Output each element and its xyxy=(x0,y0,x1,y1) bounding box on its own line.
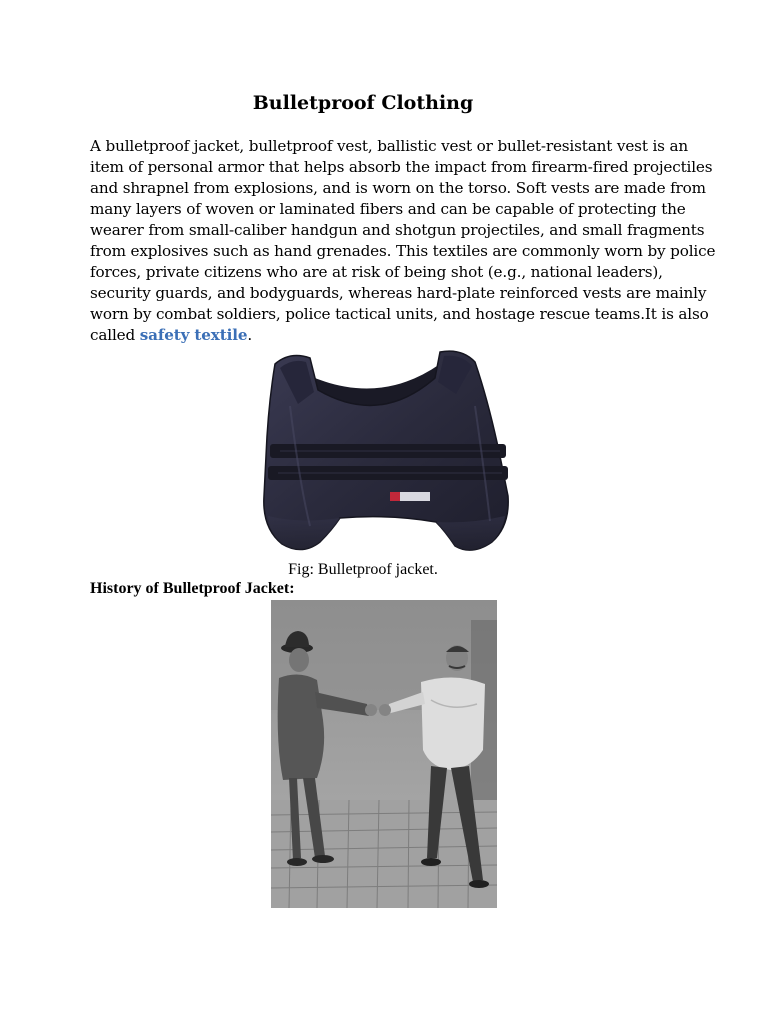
last-line-suffix: . xyxy=(247,326,253,344)
paragraph-line-2: item of personal armor that helps absorb the impact from firearm-fired projectiles xyxy=(90,158,713,176)
paragraph-line-5: wearer from small-caliber handgun and shotgun projectiles, and small fragments xyxy=(90,221,705,239)
historical-photo-image xyxy=(271,600,497,908)
figure1-caption: Fig: Bulletproof jacket. xyxy=(288,561,438,578)
page-title: Bulletproof Clothing xyxy=(252,92,474,114)
intro-paragraph xyxy=(90,136,716,346)
paragraph-line-4: many layers of woven or laminated fibers and can be capable of protecting the xyxy=(90,200,686,218)
safety-textile-link[interactable]: safety textile xyxy=(139,326,248,344)
paragraph-line-7: forces, private citizens who are at risk of being shot (e.g., national leaders), xyxy=(90,263,663,281)
last-line-prefix: called xyxy=(90,326,140,344)
paragraph-line-3: and shrapnel from explosions, and is worn on the torso. Soft vests are made from xyxy=(90,179,706,197)
history-heading: History of Bulletproof Jacket: xyxy=(90,580,295,597)
paragraph-line-8: security guards, and bodyguards, whereas hard-plate reinforced vests are mainly xyxy=(90,284,707,302)
paragraph-line-6: from explosives such as hand grenades. This textiles are commonly worn by police xyxy=(90,242,716,260)
paragraph-line-10 xyxy=(90,325,690,346)
bulletproof-vest-image xyxy=(240,346,525,560)
paragraph-line-1: A bulletproof jacket, bulletproof vest, ballistic vest or bullet-resistant vest is an xyxy=(90,137,689,155)
paragraph-line-9: worn by combat soldiers, police tactical units, and hostage rescue teams.It is also xyxy=(90,305,709,323)
